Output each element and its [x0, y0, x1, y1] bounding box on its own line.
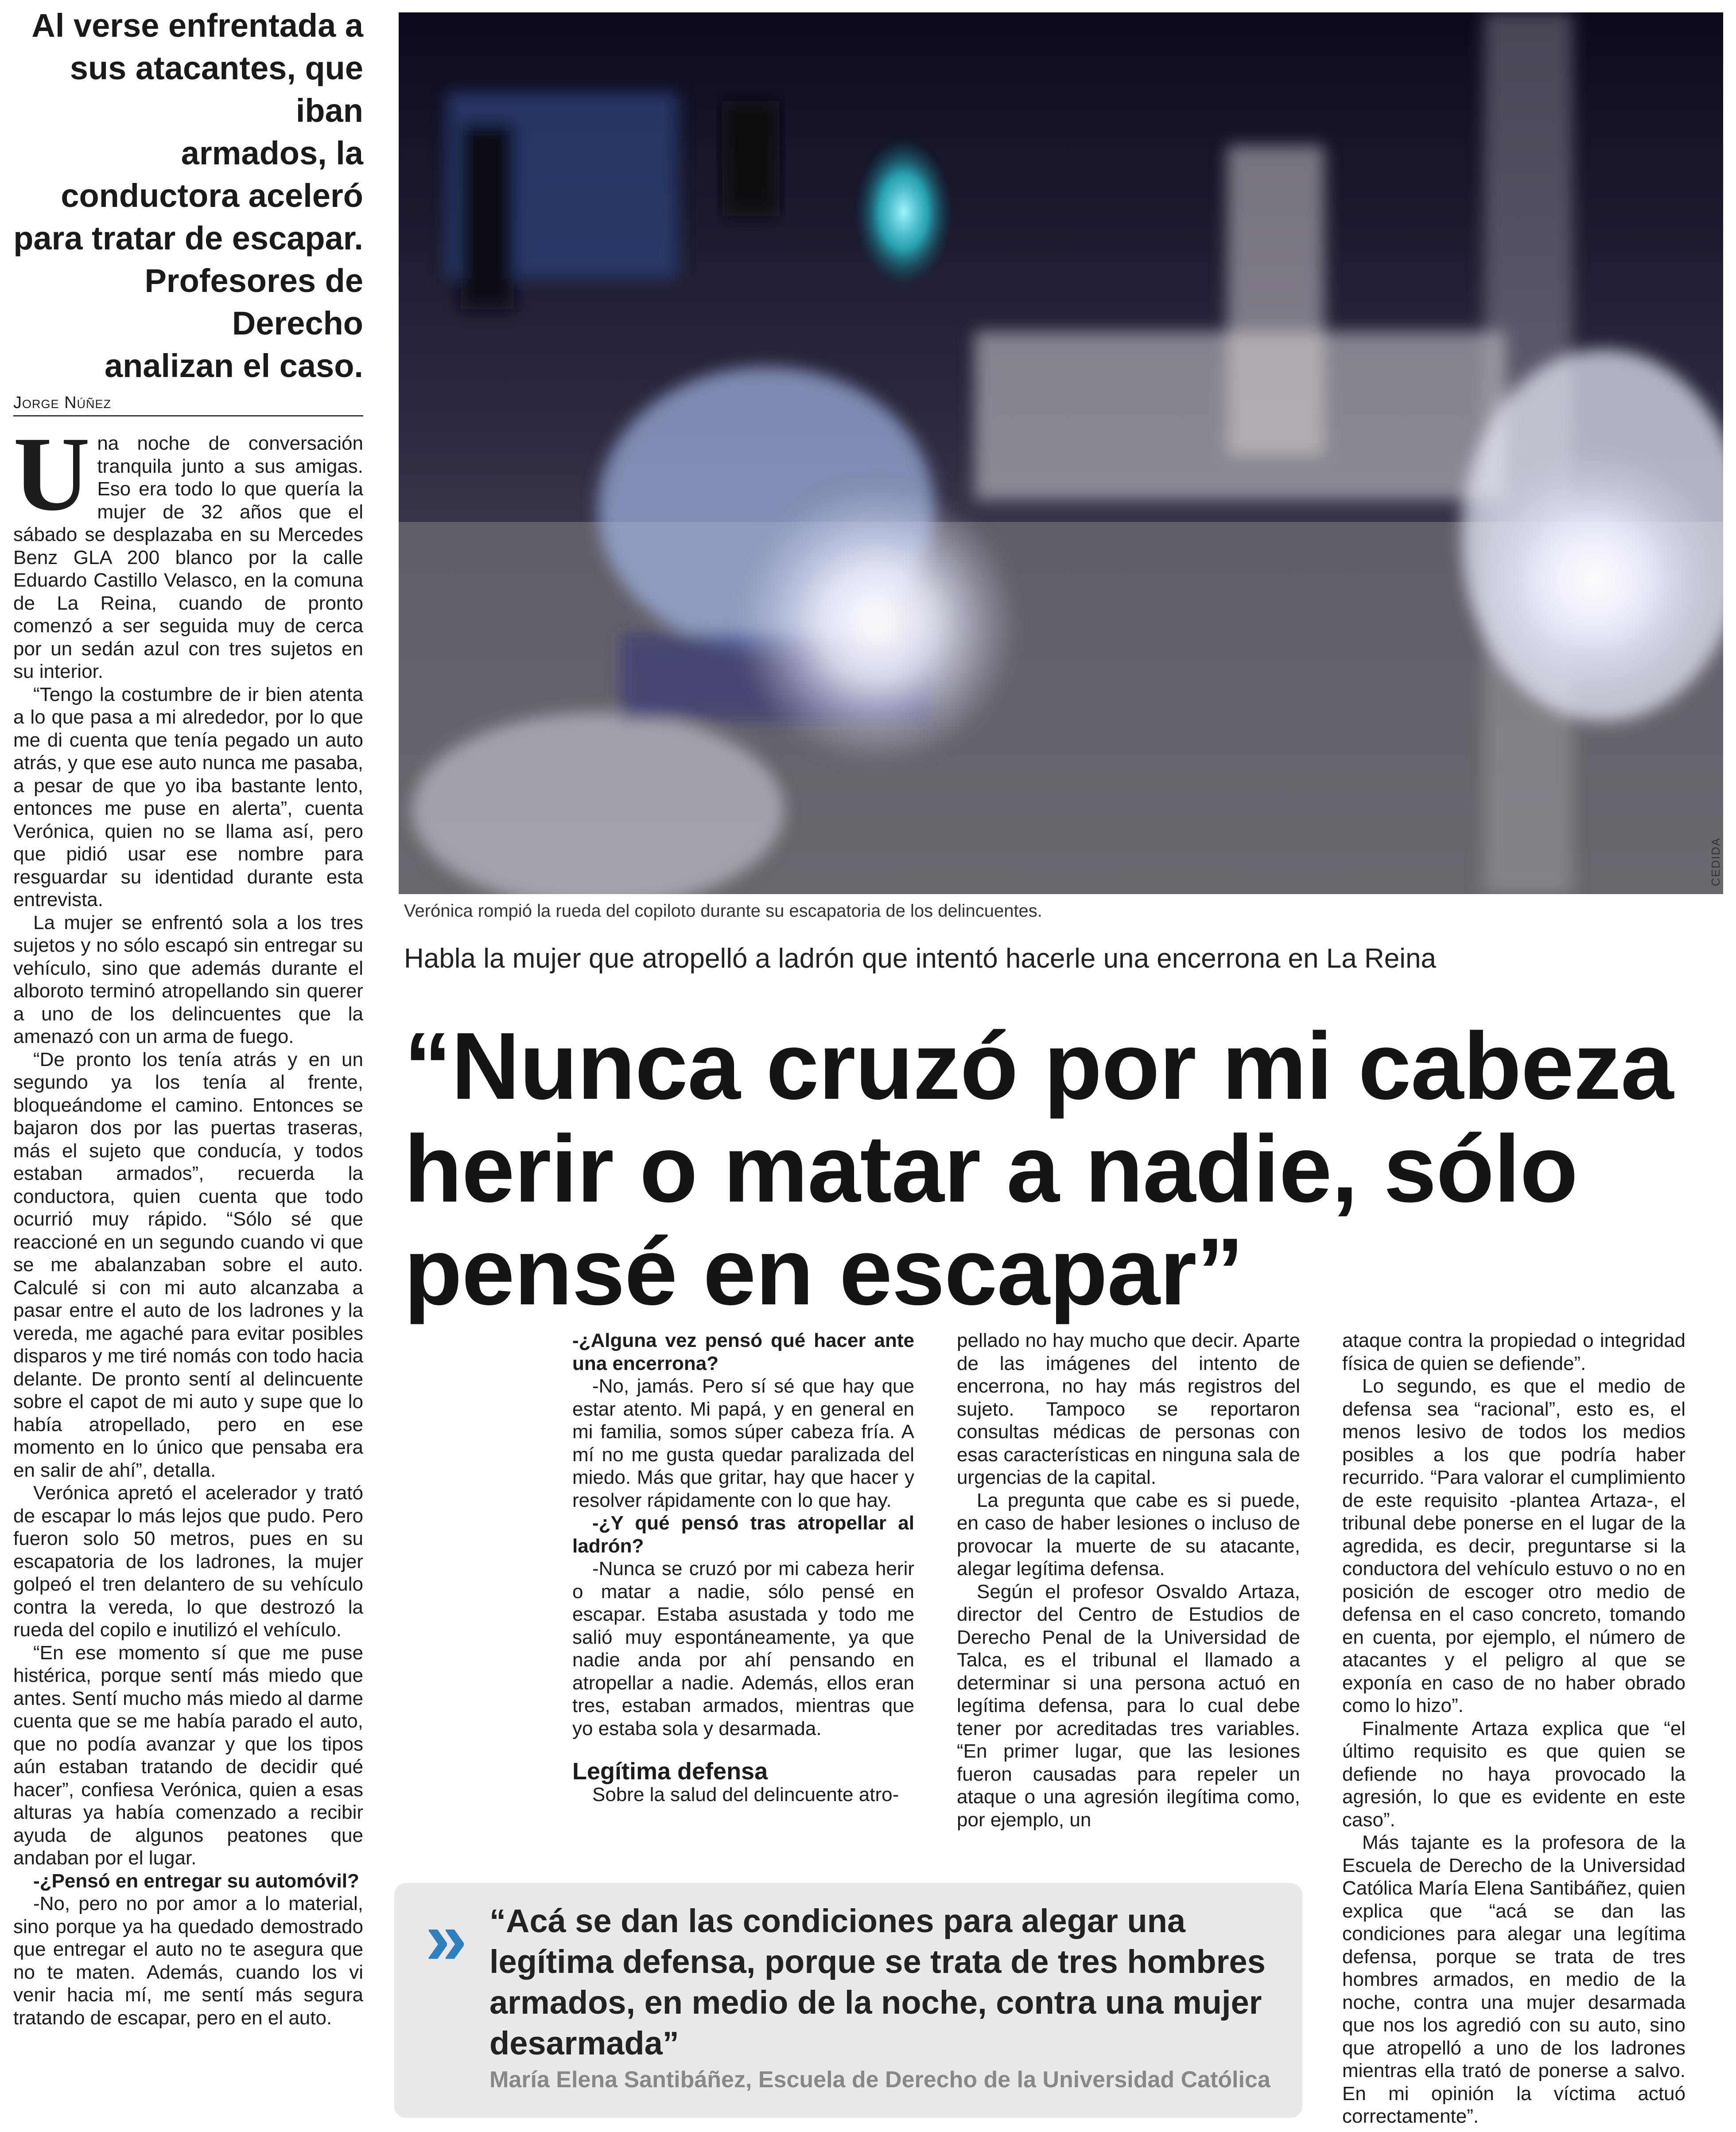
lede-line: conductora aceleró	[61, 177, 363, 214]
paragraph: na noche de conversación tranquila junto a sus amigas. Eso era todo lo que quería la mujer de 32 años que el sábado se desplazaba en su Mercedes Benz GLA 200 blanco por la calle Eduardo Castillo Velasco, en la comuna de La Reina, cuando de pronto comenzó a ser seguida muy de cerca por un sedán azul con tres sujetos en su interior.	[13, 432, 363, 682]
article-column-1	[13, 415, 363, 2029]
photo-credit: CEDIDA	[1709, 837, 1722, 887]
lede-line: Al verse enfrentada a	[31, 7, 363, 44]
lede-line: sus atacantes, que iban	[70, 50, 363, 129]
paragraph: ataque contra la propiedad o integridad física de quien se defiende”.	[1342, 1330, 1686, 1374]
lede-line: para tratar de escapar.	[13, 220, 363, 257]
article-column-4	[1342, 1329, 1686, 2128]
interview-answer: -No, jamás. Pero sí sé que hay que estar atento. Mi papá, y en general en mi familia, somos súper cabeza fría. A mí no me gusta quedar paralizada del miedo. Más que gritar, hay que hacer y resolver rápidamente con lo que hay.	[572, 1375, 914, 1511]
paragraph: “Tengo la costumbre de ir bien atenta a lo que pasa a mi alrededor, por lo que me di cuenta que tenía pegado un auto atrás, y que ese auto nunca me pasaba, a pesar de que yo iba bastante lento, entonces me puse en alerta”, cuenta Verónica, quien no se llama así, pero que pidió usar ese nombre para resguardar su identidad durante esta entrevista.	[13, 683, 363, 910]
article-photo	[399, 12, 1723, 894]
kicker: Habla la mujer que atropelló a ladrón que intentó hacerle una encerrona en La Reina	[404, 943, 1437, 974]
lede-line: Profesores de Derecho	[144, 262, 363, 342]
paragraph: Verónica apretó el acelerador y trató de escapar lo más lejos que pudo. Pero fueron solo 50 metros, pues en su escapatoria de los ladrones, la mujer golpeó el tren delantero de su vehículo contra la vereda, lo que destrozó la rueda del copilo e inutilizó el vehículo.	[13, 1482, 363, 1641]
pull-quote-text: “Acá se dan las condiciones para alegar una legítima defensa, porque se trata de tres hombres armados, en medio de la noche, contra una mujer desarmada”	[489, 1902, 1266, 2062]
headline	[404, 1012, 1689, 1325]
double-chevron-icon: »	[425, 1896, 467, 1980]
paragraph: Lo segundo, es que el medio de defensa sea “racional”, esto es, el menos lesivo de todos los medios posibles a los que podría haber recurrido. “Para valorar el cumplimiento de este requisito -plantea Artaza-, el tribunal debe ponerse en el lugar de la agredida, es decir, preguntarse si la conductora del vehículo estuvo o no en posición de escoger otro medio de defensa en el caso concreto, tomando en cuenta, por ejemplo, el número de atacantes y el peligro al que se exponía en caso de no haber obrado como lo hizo”.	[1342, 1375, 1686, 1716]
paragraph: Sobre la salud del delincuente atro-	[592, 1783, 899, 1805]
pull-quote-source: María Elena Santibáñez, Escuela de Derecho de la Universidad Católica	[489, 2067, 1270, 2093]
headline-line: pensé en escapar”	[404, 1218, 1244, 1325]
drop-cap: U	[13, 415, 90, 533]
paragraph: Más tajante es la profesora de la Escuela de Derecho de la Universidad Católica María Elena Santibáñez, quien explica que “acá se dan las condiciones para alegar una legítima defensa, porque se trata de tres hombres armados, en medio de la noche, contra una mujer desarmada que nos los agredió con su auto, sino que atropelló a uno de los ladrones mientras ella trató de ponerse a salvo. En mi opinión la víctima actuó correctamente”.	[1342, 1832, 1686, 2127]
article-lede	[13, 4, 363, 387]
interview-question: -¿Pensó en entregar su automóvil?	[33, 1870, 359, 1892]
headline-line: herir o matar a nadie, sólo	[404, 1115, 1578, 1222]
byline: Jorge Núñez	[13, 393, 363, 416]
interview-answer: -No, pero no por amor a lo material, sino porque ya ha quedado demostrado que entregar el auto no te asegura que no te maten. Además, cuando los vi venir hacia mí, me sentí más segura tratando de escapar, pero en el auto.	[13, 1893, 363, 2029]
paragraph: Según el profesor Osvaldo Artaza, director del Centro de Estudios de Derecho Penal de la Universidad de Talca, es el tribunal el llamado a determinar si una persona actuó en legítima defensa, para lo cual debe tener por acreditadas tres variables. “En primer lugar, que las lesiones fueron causadas para repeler un ataque o una agresión ilegítima como, por ejemplo, un	[957, 1580, 1300, 1831]
paragraph: La pregunta que cabe es si puede, en caso de haber lesiones o incluso de provocar la muerte de su atacante, alegar legítima defensa.	[957, 1489, 1300, 1580]
headline-line: “Nunca cruzó por mi cabeza	[404, 1012, 1674, 1119]
subheading: Legítima defensa	[572, 1758, 768, 1785]
photo-caption: Verónica rompió la rueda del copiloto durante su escapatoria de los delincuentes.	[404, 901, 1042, 921]
interview-answer: -Nunca se cruzó por mi cabeza herir o matar a nadie, sólo pensé en escapar. Estaba asustada y todo me salió muy espontáneamente, ya que nadie anda por ahí pensando en atropellar a nadie. Además, ellos eran tres, estaban armados, mientras que yo estaba sola y desarmada.	[572, 1558, 914, 1739]
article-column-3	[957, 1329, 1300, 1831]
night-street-photo	[399, 12, 1723, 894]
interview-question: -¿Alguna vez pensó qué hacer ante una encerrona?	[572, 1330, 914, 1374]
article-column-2	[572, 1329, 914, 1806]
paragraph: “En ese momento sí que me puse histérica, porque sentí más miedo que antes. Sentí mucho más miedo al darme cuenta que se me había parado el auto, que no podía avanzar y que los tipos aún estaban tratando de decidir qué hacer”, confiesa Verónica, quien a esas alturas ya había comenzado a recibir ayuda de algunos peatones que andaban por el lugar.	[13, 1642, 363, 1869]
interview-question: -¿Y qué pensó tras atropellar al ladrón?	[572, 1512, 914, 1557]
lede-line: armados, la	[181, 135, 363, 171]
paragraph: La mujer se enfrentó sola a los tres sujetos y no sólo escapó sin entregar su vehículo, sino que además durante el alboroto terminó atropellando sin querer a uno de los delincuentes que la amenazó con un arma de fuego.	[13, 911, 363, 1047]
lede-line: analizan el caso.	[104, 347, 363, 384]
paragraph: “De pronto los tenía atrás y en un segundo ya los tenía al frente, bloqueándome el camino. Entonces se bajaron dos por las puertas traseras, más el sujeto que conducía, y todos estaban armados”, recuerda la conductora, quien cuenta que todo ocurrió muy rápido. “Sólo sé que reaccioné en un segundo cuando vi que se me abalanzaban sobre el auto. Calculé si con mi auto alcanzaba a pasar entre el auto de los ladrones y la vereda, me agaché para evitar posibles disparos y me tiré nomás con todo hacia delante. De pronto sentí al delincuente sobre el capot de mi auto y supe que lo había atropellado, pero en ese momento en lo único que pensaba era en salir de ahí”, detalla.	[13, 1048, 363, 1481]
paragraph: pellado no hay mucho que decir. Aparte de las imágenes del intento de encerrona, no hay más registros del sujeto. Tampoco se reportaron consultas médicas de personas con esas características en ninguna sala de urgencias de la capital.	[957, 1330, 1300, 1488]
paragraph: Finalmente Artaza explica que “el último requisito es que quien se defiende no haya provocado la agresión, lo que es evidente en este caso”.	[1342, 1717, 1686, 1831]
